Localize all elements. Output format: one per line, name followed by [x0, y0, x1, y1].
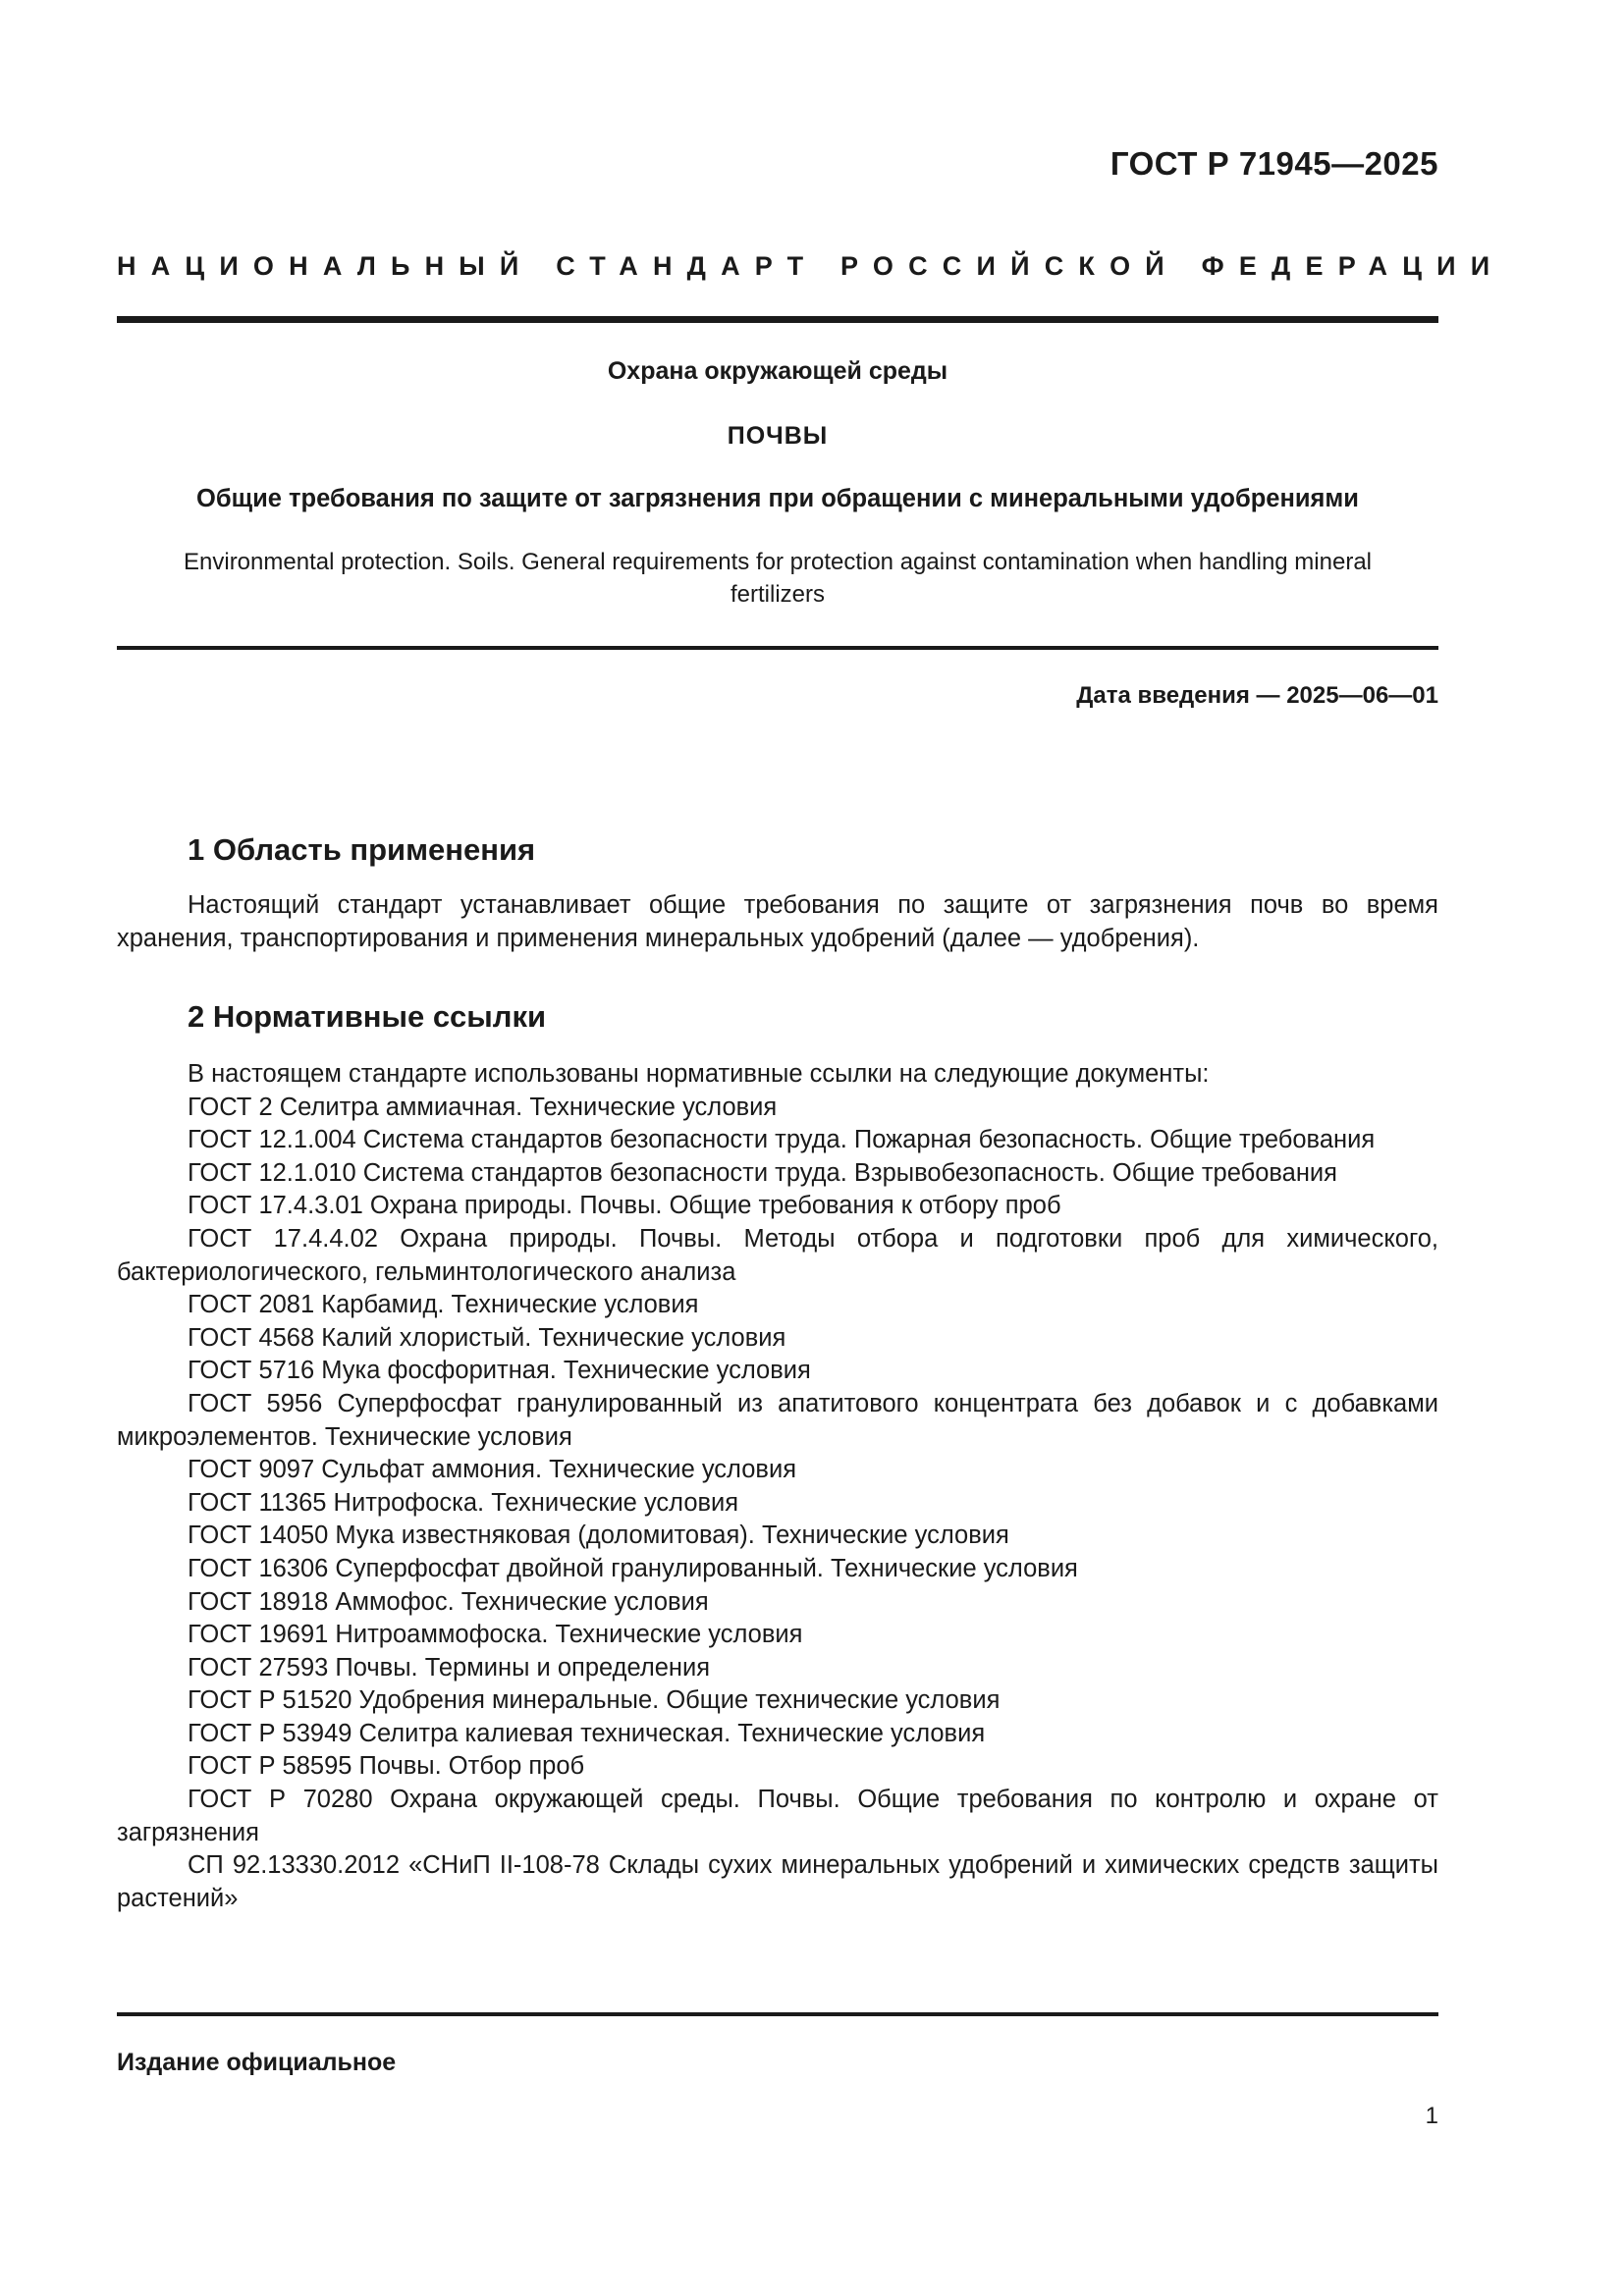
- section-1-text: Настоящий стандарт устанавливает общие требования по защите от загрязнения почв во время хранения, транспортирования и применения минеральных удобрений (далее — удобрения).: [117, 891, 1438, 952]
- reference-item: ГОСТ Р 58595 Почвы. Отбор проб: [188, 1752, 585, 1781]
- reference-item: ГОСТ 12.1.010 Система стандартов безопасности труда. Взрывобезопасность. Общие требования: [188, 1158, 1337, 1187]
- standard-number: ГОСТ Р 71945—2025: [1110, 145, 1438, 182]
- page-number: 1: [1425, 2103, 1438, 2129]
- reference-item: ГОСТ 19691 Нитроаммофоска. Технические условия: [188, 1621, 803, 1649]
- reference-item: ГОСТ 16306 Суперфосфат двойной гранулированный. Технические условия: [188, 1554, 1078, 1582]
- reference-item: ГОСТ 2 Селитра аммиачная. Технические условия: [188, 1093, 778, 1121]
- section-1-body: [117, 889, 1438, 955]
- title-rule: [117, 646, 1438, 650]
- reference-item: ГОСТ Р 51520 Удобрения минеральные. Общие технические условия: [188, 1686, 1001, 1715]
- reference-item: ГОСТ 9097 Сульфат аммония. Технические условия: [188, 1456, 797, 1484]
- title-subject: ПОЧВЫ: [727, 422, 829, 450]
- reference-item: ГОСТ 18918 Аммофос. Технические условия: [188, 1587, 709, 1616]
- reference-item: ГОСТ 17.4.4.02 Охрана природы. Почвы. Методы отбора и подготовки проб для химического, бактериологического, гельминтологического анализа: [117, 1224, 1438, 1286]
- official-edition: Издание официальное: [117, 2049, 397, 2076]
- reference-item: ГОСТ 5716 Мука фосфоритная. Технические условия: [188, 1357, 811, 1385]
- document-page: [117, 0, 1505, 2296]
- footer-rule: [117, 2012, 1438, 2016]
- reference-item: ГОСТ 12.1.004 Система стандартов безопасности труда. Пожарная безопасность. Общие требования: [188, 1126, 1376, 1154]
- section-1-heading: 1 Область применения: [188, 832, 536, 867]
- national-standard-banner: НАЦИОНАЛЬНЫЙ СТАНДАРТ РОССИЙСКОЙ ФЕДЕРАЦИИ: [117, 251, 1505, 281]
- section-2-body: [117, 1058, 1438, 1915]
- reference-item: ГОСТ Р 70280 Охрана окружающей среды. Почвы. Общие требования по контролю и охране от загрязнения: [117, 1786, 1438, 1846]
- header-rule: [117, 316, 1438, 323]
- introduction-date: Дата введения — 2025—06—01: [1076, 682, 1438, 709]
- reference-item: ГОСТ 5956 Суперфосфат гранулированный из апатитового концентрата без добавок и с добавками микроэлементов. Технические условия: [117, 1389, 1438, 1451]
- section-2-heading: 2 Нормативные ссылки: [188, 999, 547, 1034]
- title-general: Общие требования по защите от загрязнения при обращении с минеральными удобрениями: [196, 485, 1359, 512]
- title-area: Охрана окружающей среды: [607, 357, 948, 385]
- reference-item: ГОСТ 4568 Калий хлористый. Технические условия: [188, 1323, 786, 1352]
- title-english: Environmental protection. Soils. General requirements for protection against contamination when handling mineral fertilizers: [184, 549, 1372, 608]
- reference-item: СП 92.13330.2012 «СНиП II-108-78 Склады сухих минеральных удобрений и химических средств защиты растений»: [117, 1851, 1438, 1912]
- section-2-intro: В настоящем стандарте использованы нормативные ссылки на следующие документы:: [188, 1060, 1210, 1088]
- reference-item: ГОСТ Р 53949 Селитра калиевая техническая. Технические условия: [188, 1719, 986, 1747]
- reference-item: ГОСТ 14050 Мука известняковая (доломитовая). Технические условия: [188, 1522, 1009, 1550]
- reference-item: ГОСТ 2081 Карбамид. Технические условия: [188, 1291, 699, 1319]
- reference-item: ГОСТ 17.4.3.01 Охрана природы. Почвы. Общие требования к отбору проб: [188, 1192, 1061, 1220]
- reference-item: ГОСТ 11365 Нитрофоска. Технические условия: [188, 1488, 739, 1517]
- reference-item: ГОСТ 27593 Почвы. Термины и определения: [188, 1653, 711, 1682]
